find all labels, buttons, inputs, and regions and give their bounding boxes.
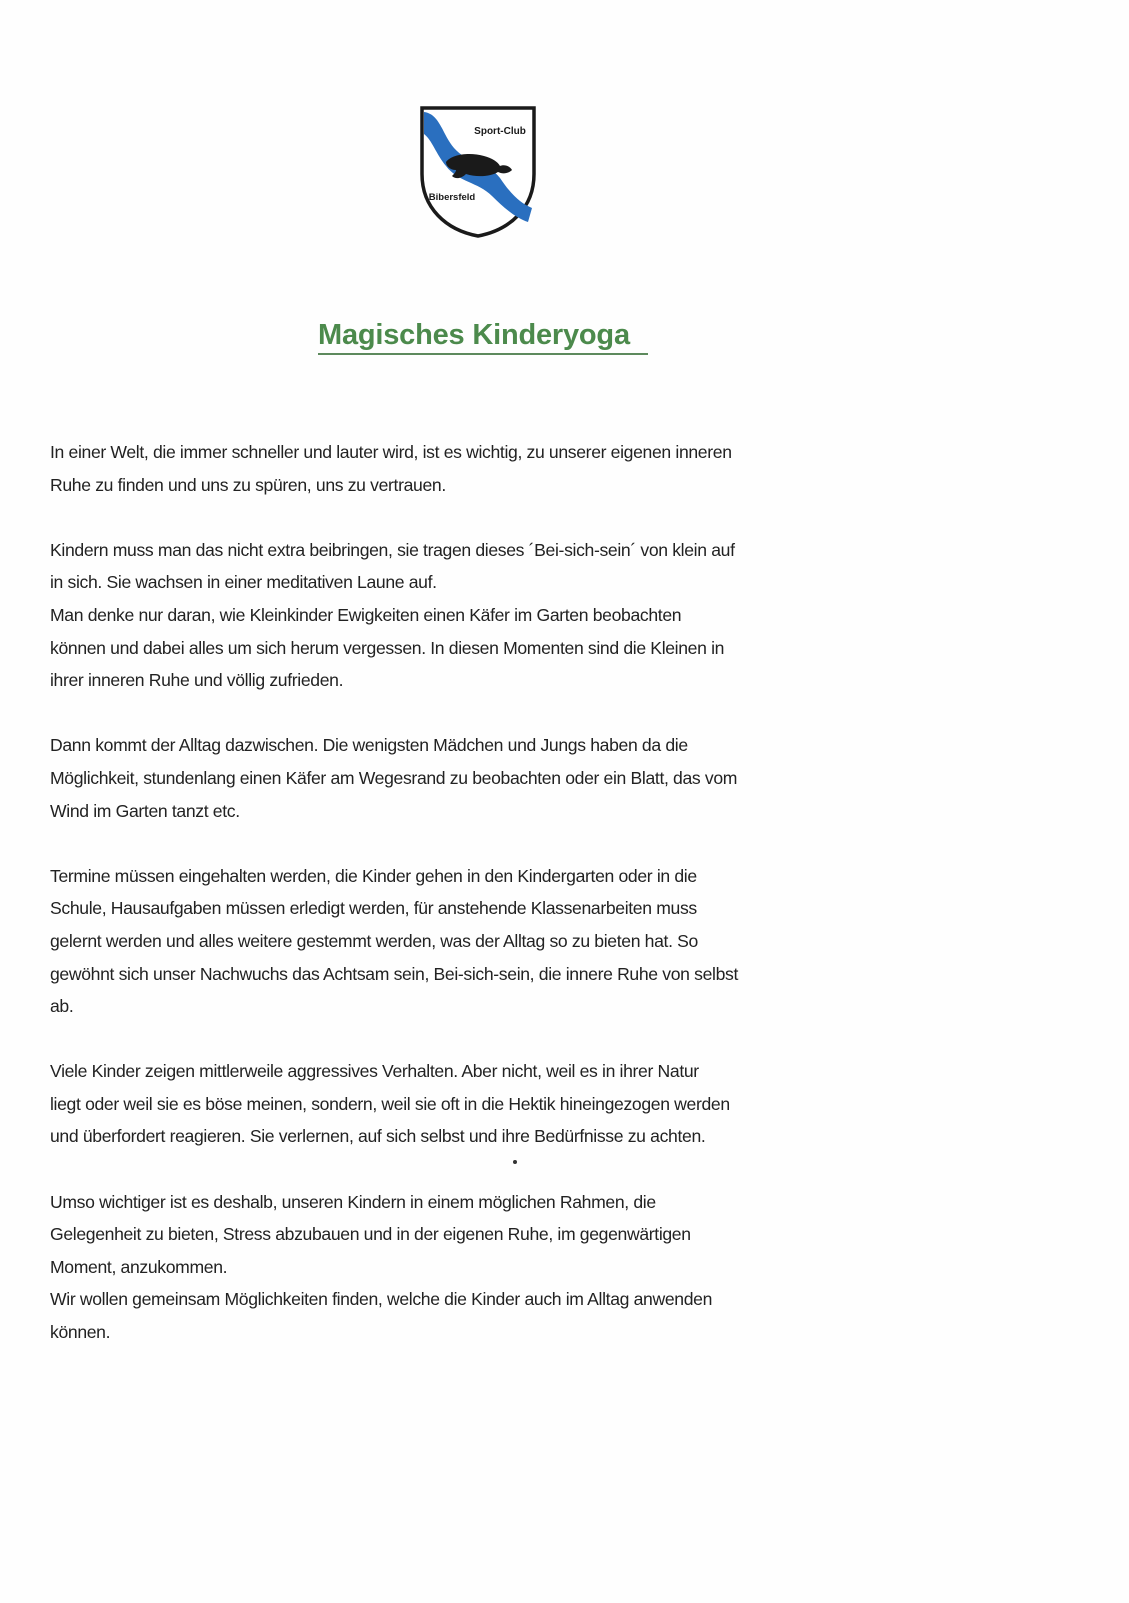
text-line: Viele Kinder zeigen mittlerweile aggressives Verhalten. Aber nicht, weil es in ihrer Natur: [50, 1061, 699, 1082]
text-line: Ruhe zu finden und uns zu spüren, uns zu vertrauen.: [50, 474, 446, 495]
club-crest-icon: [418, 104, 538, 240]
text-line: Schule, Hausaufgaben müssen erledigt werden, für anstehende Klassenarbeiten muss: [50, 898, 697, 919]
text-line: ihrer inneren Ruhe und völlig zufrieden.: [50, 670, 344, 691]
document-title: Magisches Kinderyoga: [318, 318, 648, 355]
text-line: In einer Welt, die immer schneller und lauter wird, ist es wichtig, zu unserer eigenen inneren: [50, 442, 732, 462]
text-line: und überfordert reagieren. Sie verlernen, auf sich selbst und ihre Bedürfnisse zu achten.: [50, 1126, 706, 1147]
paragraph: [50, 729, 950, 827]
text-line: gewöhnt sich unser Nachwuchs das Achtsam sein, Bei-sich-sein, die innere Ruhe von selbst: [50, 963, 738, 984]
logo-text-bottom: Bibersfeld: [428, 192, 476, 203]
paragraph: [50, 534, 950, 697]
text-line: Man denke nur daran, wie Kleinkinder Ewigkeiten einen Käfer im Garten beobachten: [50, 604, 682, 625]
paragraph: [50, 1186, 950, 1349]
text-line: Kindern muss man das nicht extra beibringen, sie tragen dieses ´Bei-sich-sein´ von klein auf: [50, 539, 735, 560]
text-line: gelernt werden und alles weitere gestemmt werden, was der Alltag so zu bieten hat. So: [50, 930, 698, 951]
logo-text-top: Sport-Club: [474, 126, 526, 137]
paragraph: [50, 1055, 950, 1153]
text-line: Wind im Garten tanzt etc.: [50, 800, 240, 821]
text-line: können und dabei alles um sich herum vergessen. In diesen Momenten sind die Kleinen in: [50, 637, 725, 658]
text-line: in sich. Sie wachsen in einer meditativen Laune auf.: [50, 572, 437, 593]
club-logo: [418, 104, 538, 240]
text-line: Gelegenheit zu bieten, Stress abzubauen und in der eigenen Ruhe, im gegenwärtigen: [50, 1224, 691, 1245]
paragraph: [50, 860, 950, 1023]
text-line: ab.: [50, 996, 74, 1017]
document-body: [50, 436, 950, 1381]
text-line: Möglichkeit, stundenlang einen Käfer am Wegesrand zu beobachten oder ein Blatt, das vom: [50, 767, 738, 788]
text-line: Umso wichtiger ist es deshalb, unseren Kindern in einem möglichen Rahmen, die: [50, 1191, 656, 1212]
text-line: liegt oder weil sie es böse meinen, sondern, weil sie oft in die Hektik hineingezogen werden: [50, 1093, 730, 1114]
text-line: Wir wollen gemeinsam Möglichkeiten finden, welche die Kinder auch im Alltag anwenden: [50, 1289, 713, 1310]
paragraph: [50, 436, 950, 501]
text-line: Moment, anzukommen.: [50, 1256, 228, 1277]
text-line: Termine müssen eingehalten werden, die Kinder gehen in den Kindergarten oder in die: [50, 865, 697, 886]
text-line: Dann kommt der Alltag dazwischen. Die wenigsten Mädchen und Jungs haben da die: [50, 735, 688, 756]
text-line: können.: [50, 1322, 111, 1343]
scan-speck: [513, 1160, 517, 1164]
